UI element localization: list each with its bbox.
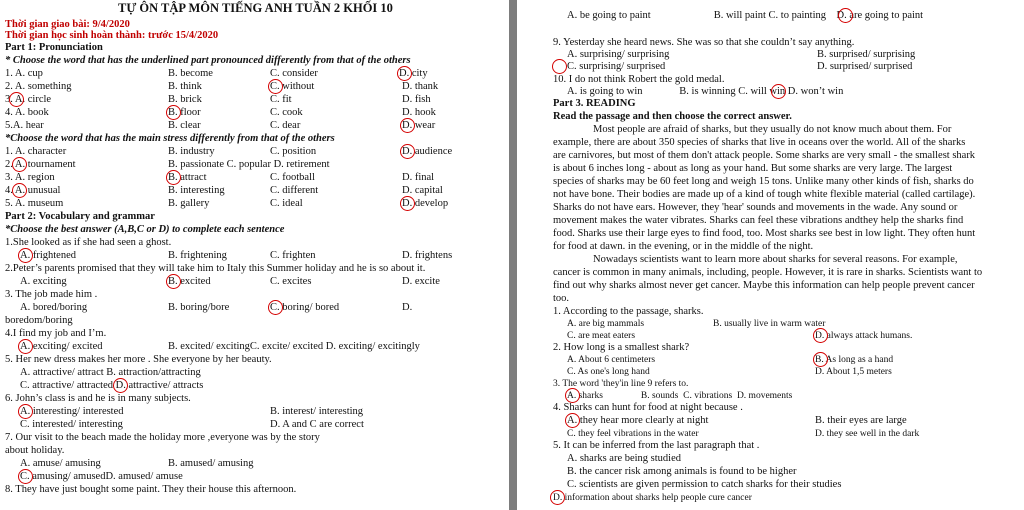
answer-circle-grammar-q3 <box>268 300 283 315</box>
grammar-q3-c: C. boring/ bored <box>270 302 340 313</box>
grammar-q1-c: C. frighten <box>270 250 316 261</box>
answer-circle-grammar-q8 <box>838 8 853 23</box>
grammar-q10-options: A. is going to win B. is winning C. will win D. won’t win <box>567 86 844 97</box>
pron-q1-c: C. consider <box>270 68 318 79</box>
grammar-q3-d-cont: boredom/boring <box>5 315 73 326</box>
grammar-q9-a: A. surprising/ surprising <box>567 49 670 60</box>
passage-p1-line3: are carnivores, but most of them don't attack people. Some sharks are very small - the smallest shark <box>553 150 976 161</box>
answer-circle-pron-q2 <box>268 79 283 94</box>
pron-q3-c: C. fit <box>270 94 292 105</box>
passage-p1-line7: Sharks do not have ears. However, they 'hear' sounds and movements in the wade. Any sound or <box>553 202 958 213</box>
grammar-q6-d: D. A and C are correct <box>270 419 364 430</box>
grammar-q3-b: B. boring/bore <box>168 302 230 313</box>
reading-q3: 3. The word 'they'in line 9 refers to. <box>553 379 689 389</box>
answer-circle-reading-q2 <box>813 352 828 367</box>
reading-q1: 1. According to the passage, sharks. <box>553 306 704 317</box>
grammar-q6: 6. John’s class is and he is in many subjects. <box>5 393 191 404</box>
grammar-q3-a: A. bored/boring <box>20 302 88 313</box>
reading-q4-a: A. they hear more clearly at night <box>567 415 709 426</box>
passage-p1-line4: is about 6 inches long - about as long as your hand. But some sharks are very large. The largest <box>553 163 953 174</box>
passage-p1-line1: Most people are afraid of sharks, but they usually do not know much about them. For <box>593 124 952 135</box>
grammar-q1-a: A. frightened <box>20 250 76 261</box>
pron-q3-d: D. fish <box>402 94 431 105</box>
stress-q5-c: C. ideal <box>270 198 303 209</box>
reading-q2-c: C. As one's long hand <box>567 367 650 377</box>
answer-circle-reading-q5 <box>550 490 565 505</box>
reading-instruction: Read the passage and then choose the correct answer. <box>553 111 792 122</box>
stress-q2-a: 2. A. tournament <box>5 159 76 170</box>
passage-p2-line1: Nowadays scientists want to learn more about sharks for several reasons. For example, <box>593 254 958 265</box>
answer-circle-pron-q4 <box>166 105 181 120</box>
pron-q3-a: 3. A. circle <box>5 94 52 105</box>
grammar-q7-a: A. amuse/ amusing <box>20 458 101 469</box>
instruction-pronunciation: * Choose the word that has the underlined part pronounced differently from that of the others <box>5 55 411 66</box>
reading-q1-a: A. are big mammals <box>567 319 645 329</box>
reading-q5-c: C. scientists are given permission to catch sharks for their studies <box>567 479 842 490</box>
grammar-q6-a: A. interesting/ interested <box>20 406 124 417</box>
pron-q3-b: B. brick <box>168 94 202 105</box>
reading-q5: 5. It can be inferred from the last paragraph that . <box>553 440 760 451</box>
stress-q1-a: 1. A. character <box>5 146 67 157</box>
pron-q1-d: D. city <box>399 68 428 79</box>
stress-q4-d: D. capital <box>402 185 443 196</box>
answer-circle-pron-q5 <box>400 118 415 133</box>
pron-q5-a: 5.A. hear <box>5 120 44 131</box>
pron-q4-b: B. floor <box>168 107 201 118</box>
pron-q2-a: 2. A. something <box>5 81 72 92</box>
passage-p1-line10: for food at dawn. in the evening, or in the middle of the night. <box>553 241 814 252</box>
pron-q4-c: C. cook <box>270 107 303 118</box>
grammar-q5-ab: A. attractive/ attract B. attraction/attracting <box>20 367 201 378</box>
worksheet-page-right <box>517 0 1024 510</box>
part2-heading: Part 2: Vocabulary and grammar <box>5 211 155 222</box>
grammar-q4-bcd: B. excited/ excitingC. excite/ excited D. exciting/ excitingly <box>168 341 420 352</box>
due-date: Thời gian học sinh hoàn thành: trước 15/4/2020 <box>5 30 219 41</box>
passage-p1-line6: not have bone. Their bodies are made up of a kind of tough white flexible material (called cartilage). <box>553 189 976 200</box>
stress-q3-a: 3. A. region <box>5 172 55 183</box>
grammar-q9: 9. Yesterday she heard news. She was so that she couldn’t say anything. <box>553 37 855 48</box>
grammar-q7-b: B. amused/ amusing <box>168 458 254 469</box>
stress-q5-d: D. develop <box>402 198 449 209</box>
reading-q4: 4. Sharks can hunt for food at night because . <box>553 402 743 413</box>
stress-q4-a: 4. A. unusual <box>5 185 61 196</box>
grammar-q2-d: D. excite <box>402 276 440 287</box>
answer-circle-pron-q3 <box>9 92 24 107</box>
pron-q4-a: 4. A. book <box>5 107 49 118</box>
reading-q5-d: D. information about sharks help people cure cancer <box>553 493 752 503</box>
passage-p2-line3: find out why sharks almost never get cancer. Maybe this information can help people prevent cancer <box>553 280 975 291</box>
answer-circle-reading-q1 <box>813 328 828 343</box>
pron-q4-d: D. hook <box>402 107 436 118</box>
stress-q5-b: B. gallery <box>168 198 210 209</box>
answer-circle-grammar-q9 <box>552 59 567 74</box>
pron-q5-b: B. clear <box>168 120 201 131</box>
answer-circle-grammar-q6 <box>18 404 33 419</box>
grammar-q4-a: A. exciting/ excited <box>20 341 103 352</box>
reading-q5-b: B. the cancer risk among animals is found to be higher <box>567 466 797 477</box>
pron-q1-b: B. become <box>168 68 213 79</box>
pron-q2-c: C. without <box>270 81 315 92</box>
part3-heading: Part 3. READING <box>553 98 636 109</box>
instruction-grammar: *Choose the best answer (A,B,C or D) to complete each sentence <box>5 224 285 235</box>
stress-q5-a: 5. A. museum <box>5 198 64 209</box>
reading-q4-d: D. they see well in the dark <box>815 429 920 439</box>
grammar-q2-c: C. excites <box>270 276 312 287</box>
answer-circle-stress-q2 <box>12 157 27 172</box>
answer-circle-grammar-q2 <box>166 274 181 289</box>
answer-circle-grammar-q5 <box>113 378 128 393</box>
page-divider <box>509 0 517 510</box>
passage-p2-line4: too. <box>553 293 570 304</box>
grammar-q8: 8. They have just bought some paint. They their house this afternoon. <box>5 484 297 495</box>
stress-q4-b: B. interesting <box>168 185 225 196</box>
reading-q1-d: D. always attack humans. <box>815 331 913 341</box>
part1-heading: Part 1: Pronunciation <box>5 42 103 53</box>
answer-circle-grammar-q7 <box>18 469 33 484</box>
grammar-q5: 5. Her new dress makes her more . She everyone by her beauty. <box>5 354 272 365</box>
stress-q4-c: C. different <box>270 185 319 196</box>
pron-q5-c: C. dear <box>270 120 301 131</box>
grammar-q10: 10. I do not think Robert the gold medal. <box>553 74 725 85</box>
page-title: TỰ ÔN TẬP MÔN TIẾNG ANH TUẦN 2 KHỐI 10 <box>118 1 393 15</box>
answer-circle-stress-q3 <box>166 170 181 185</box>
grammar-q9-b: B. surprised/ surprising <box>817 49 916 60</box>
pron-q5-d: D. wear <box>402 120 436 131</box>
instruction-stress: *Choose the word that has the main stress differently from that of the others <box>5 133 335 144</box>
assign-date: Thời gian giao bài: 9/4/2020 <box>5 19 130 30</box>
reading-q1-c: C. are meat eaters <box>567 331 636 341</box>
grammar-q1-b: B. frightening <box>168 250 227 261</box>
grammar-q1: 1.She looked as if she had seen a ghost. <box>5 237 172 248</box>
grammar-q5-cd: C. attractive/ attracted D. attractive/ attracts <box>20 380 204 391</box>
reading-q2: 2. How long is a smallest shark? <box>553 342 690 353</box>
answer-circle-stress-q4 <box>12 183 27 198</box>
answer-circle-stress-q1 <box>400 144 415 159</box>
grammar-q2-a: A. exciting <box>20 276 67 287</box>
reading-q2-d: D. About 1,5 meters <box>815 367 892 377</box>
reading-q1-b: B. usually live in warm water <box>713 319 826 329</box>
grammar-q1-d: D. frightens <box>402 250 453 261</box>
grammar-q6-c: C. interested/ interesting <box>20 419 123 430</box>
stress-q3-d: D. final <box>402 172 435 183</box>
grammar-q2-b: B. excited <box>168 276 211 287</box>
stress-q3-b: B. attract <box>168 172 207 183</box>
reading-q4-b: B. their eyes are large <box>815 415 907 426</box>
passage-p1-line2: example, there are about 350 species of sharks that live in oceans over the world. All of the sharks <box>553 137 966 148</box>
stress-q1-b: B. industry <box>168 146 215 157</box>
answer-circle-grammar-q10 <box>771 84 786 99</box>
stress-q3-c: C. football <box>270 172 315 183</box>
passage-p1-line8: movement makes the water vibrates. Sharks can feel these vibrations andthey help the sharks find <box>553 215 964 226</box>
stress-q1-d: D. audience <box>402 146 453 157</box>
reading-q5-a: A. sharks are being studied <box>567 453 682 464</box>
passage-p1-line5: species of sharks may be 60 feet long and weigh 15 tons. Unlike many other kinds of fish, sharks do <box>553 176 974 187</box>
grammar-q7-cont: about holiday. <box>5 445 65 456</box>
answer-circle-pron-q1 <box>397 66 412 81</box>
grammar-q4: 4.I find my job and I’m. <box>5 328 107 339</box>
grammar-q9-d: D. surprised/ surprised <box>817 61 913 72</box>
passage-p2-line2: cancer is common in many animals, including, people. However, it is rare in sharks. Scientists want to <box>553 267 983 278</box>
grammar-q8-options: A. be going to paint B. will paint C. to painting D. are going to paint <box>567 10 924 21</box>
stress-q2-b: B. passionate C. popular D. retirement <box>168 159 330 170</box>
pron-q2-b: B. think <box>168 81 202 92</box>
grammar-q2: 2.Peter’s parents promised that they will take him to Italy this Summer holiday and he is so about it. <box>5 263 426 274</box>
pron-q1-a: 1. A. cup <box>5 68 43 79</box>
grammar-q6-b: B. interest/ interesting <box>270 406 364 417</box>
passage-p1-line9: food. Sharks use their large eyes to find food, too. Most sharks see best in low light. They often hunt <box>553 228 976 239</box>
answer-circle-reading-q4 <box>565 413 580 428</box>
grammar-q7: 7. Our visit to the beach made the holiday more ,everyone was by the story <box>5 432 320 443</box>
grammar-q7-cd: C. amusing/ amusedD. amused/ amuse <box>20 471 183 482</box>
grammar-q3: 3. The job made him . <box>5 289 98 300</box>
reading-q4-c: C. they feel vibrations in the water <box>567 429 699 439</box>
reading-q2-a: A. About 6 centimeters <box>567 355 656 365</box>
answer-circle-grammar-q1 <box>18 248 33 263</box>
grammar-q3-d: D. <box>402 302 413 313</box>
reading-q3-options: A. sharks B. sounds C. vibrations D. movements <box>567 391 793 401</box>
answer-circle-grammar-q4 <box>18 339 33 354</box>
worksheet-page-left <box>0 0 509 510</box>
grammar-q9-c: C. surprising/ surprised <box>567 61 666 72</box>
stress-q1-c: C. position <box>270 146 317 157</box>
pron-q2-d: D. thank <box>402 81 439 92</box>
answer-circle-stress-q5 <box>400 196 415 211</box>
reading-q2-b: B. As long as a hand <box>815 355 894 365</box>
answer-circle-reading-q3 <box>565 388 580 403</box>
